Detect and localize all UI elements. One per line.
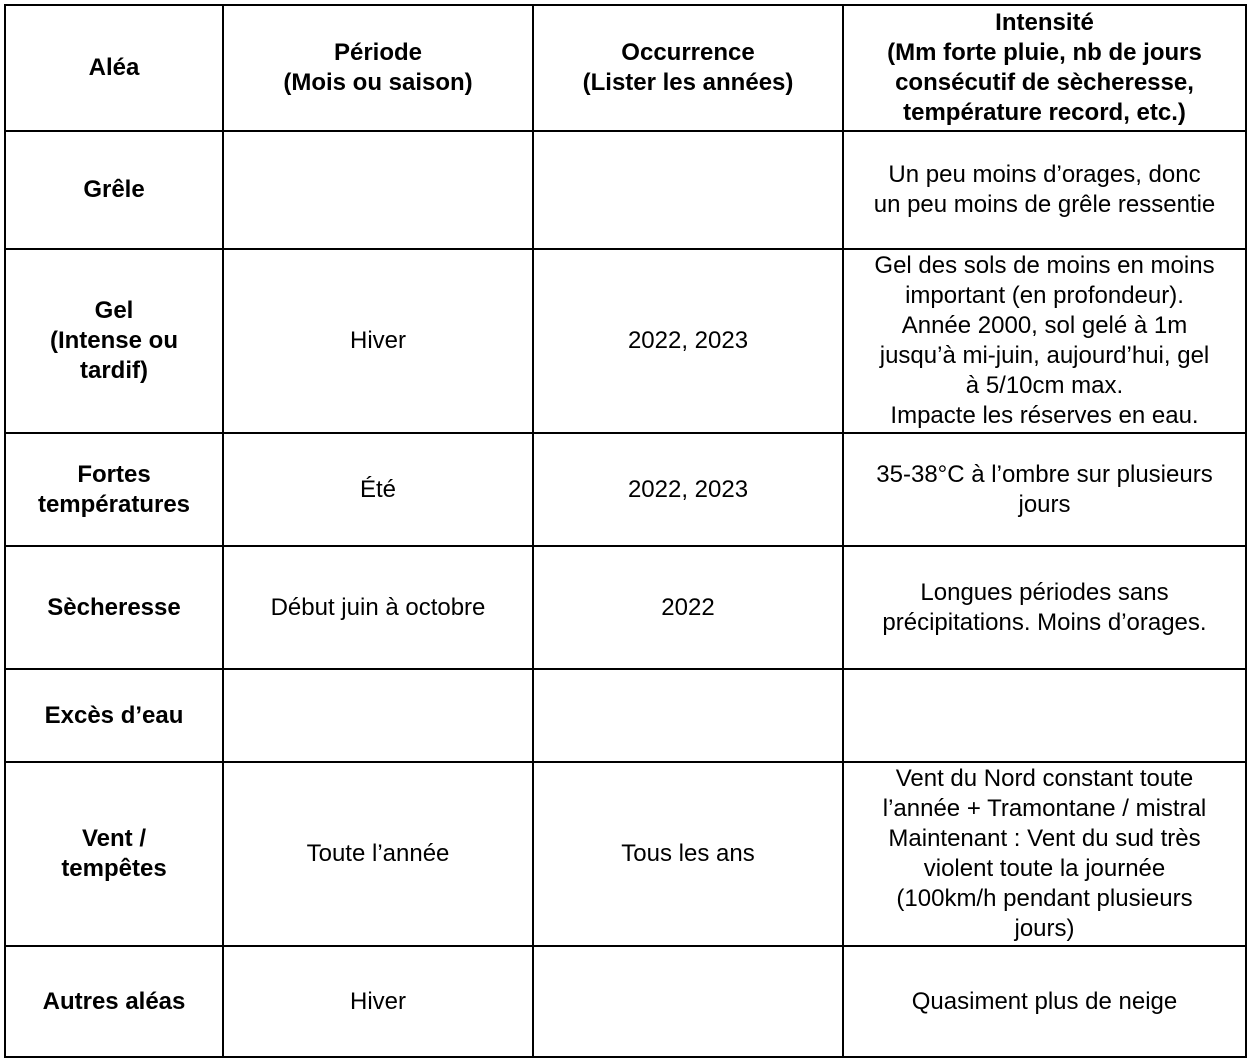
- header-alea: Aléa: [5, 5, 223, 131]
- cell-periode: Début juin à octobre: [223, 546, 533, 669]
- row-label-gel: Gel (Intense ou tardif): [5, 249, 223, 433]
- table-row: [5, 762, 1246, 946]
- cell-occurrence: 2022, 2023: [533, 249, 843, 433]
- row-label-fortes-temperatures: Fortes températures: [5, 433, 223, 546]
- table-row: [5, 946, 1246, 1057]
- cell-periode: [223, 131, 533, 249]
- header-occurrence: Occurrence (Lister les années): [533, 5, 843, 131]
- cell-periode: Hiver: [223, 946, 533, 1057]
- cell-periode: [223, 669, 533, 762]
- row-label-grele: Grêle: [5, 131, 223, 249]
- row-label-autres-aleas: Autres aléas: [5, 946, 223, 1057]
- row-label-exces-eau: Excès d’eau: [5, 669, 223, 762]
- cell-occurrence: [533, 946, 843, 1057]
- cell-periode: Été: [223, 433, 533, 546]
- cell-occurrence: 2022, 2023: [533, 433, 843, 546]
- cell-occurrence: Tous les ans: [533, 762, 843, 946]
- hazard-table: [4, 4, 1247, 1058]
- cell-intensite: Un peu moins d’orages, donc un peu moins de grêle ressentie: [843, 131, 1246, 249]
- table-row: [5, 433, 1246, 546]
- cell-intensite: Vent du Nord constant toute l’année + Tramontane / mistral Maintenant : Vent du sud très violent toute la journée (100km/h pendant plusieurs jours): [843, 762, 1246, 946]
- row-label-vent-tempetes: Vent / tempêtes: [5, 762, 223, 946]
- cell-intensite: 35-38°C à l’ombre sur plusieurs jours: [843, 433, 1246, 546]
- table-row: [5, 249, 1246, 433]
- cell-occurrence: [533, 131, 843, 249]
- header-periode: Période (Mois ou saison): [223, 5, 533, 131]
- table-row: [5, 546, 1246, 669]
- table-header-row: [5, 5, 1246, 131]
- cell-periode: Toute l’année: [223, 762, 533, 946]
- cell-intensite: Longues périodes sans précipitations. Moins d’orages.: [843, 546, 1246, 669]
- cell-intensite: Gel des sols de moins en moins important (en profondeur). Année 2000, sol gelé à 1m jusqu’à mi-juin, aujourd’hui, gel à 5/10cm max. Impacte les réserves en eau.: [843, 249, 1246, 433]
- table-row: [5, 131, 1246, 249]
- cell-intensite: Quasiment plus de neige: [843, 946, 1246, 1057]
- cell-occurrence: 2022: [533, 546, 843, 669]
- header-intensite: Intensité (Mm forte pluie, nb de jours consécutif de sècheresse, température record, etc.): [843, 5, 1246, 131]
- row-label-secheresse: Sècheresse: [5, 546, 223, 669]
- table-row: [5, 669, 1246, 762]
- cell-intensite: [843, 669, 1246, 762]
- cell-occurrence: [533, 669, 843, 762]
- cell-periode: Hiver: [223, 249, 533, 433]
